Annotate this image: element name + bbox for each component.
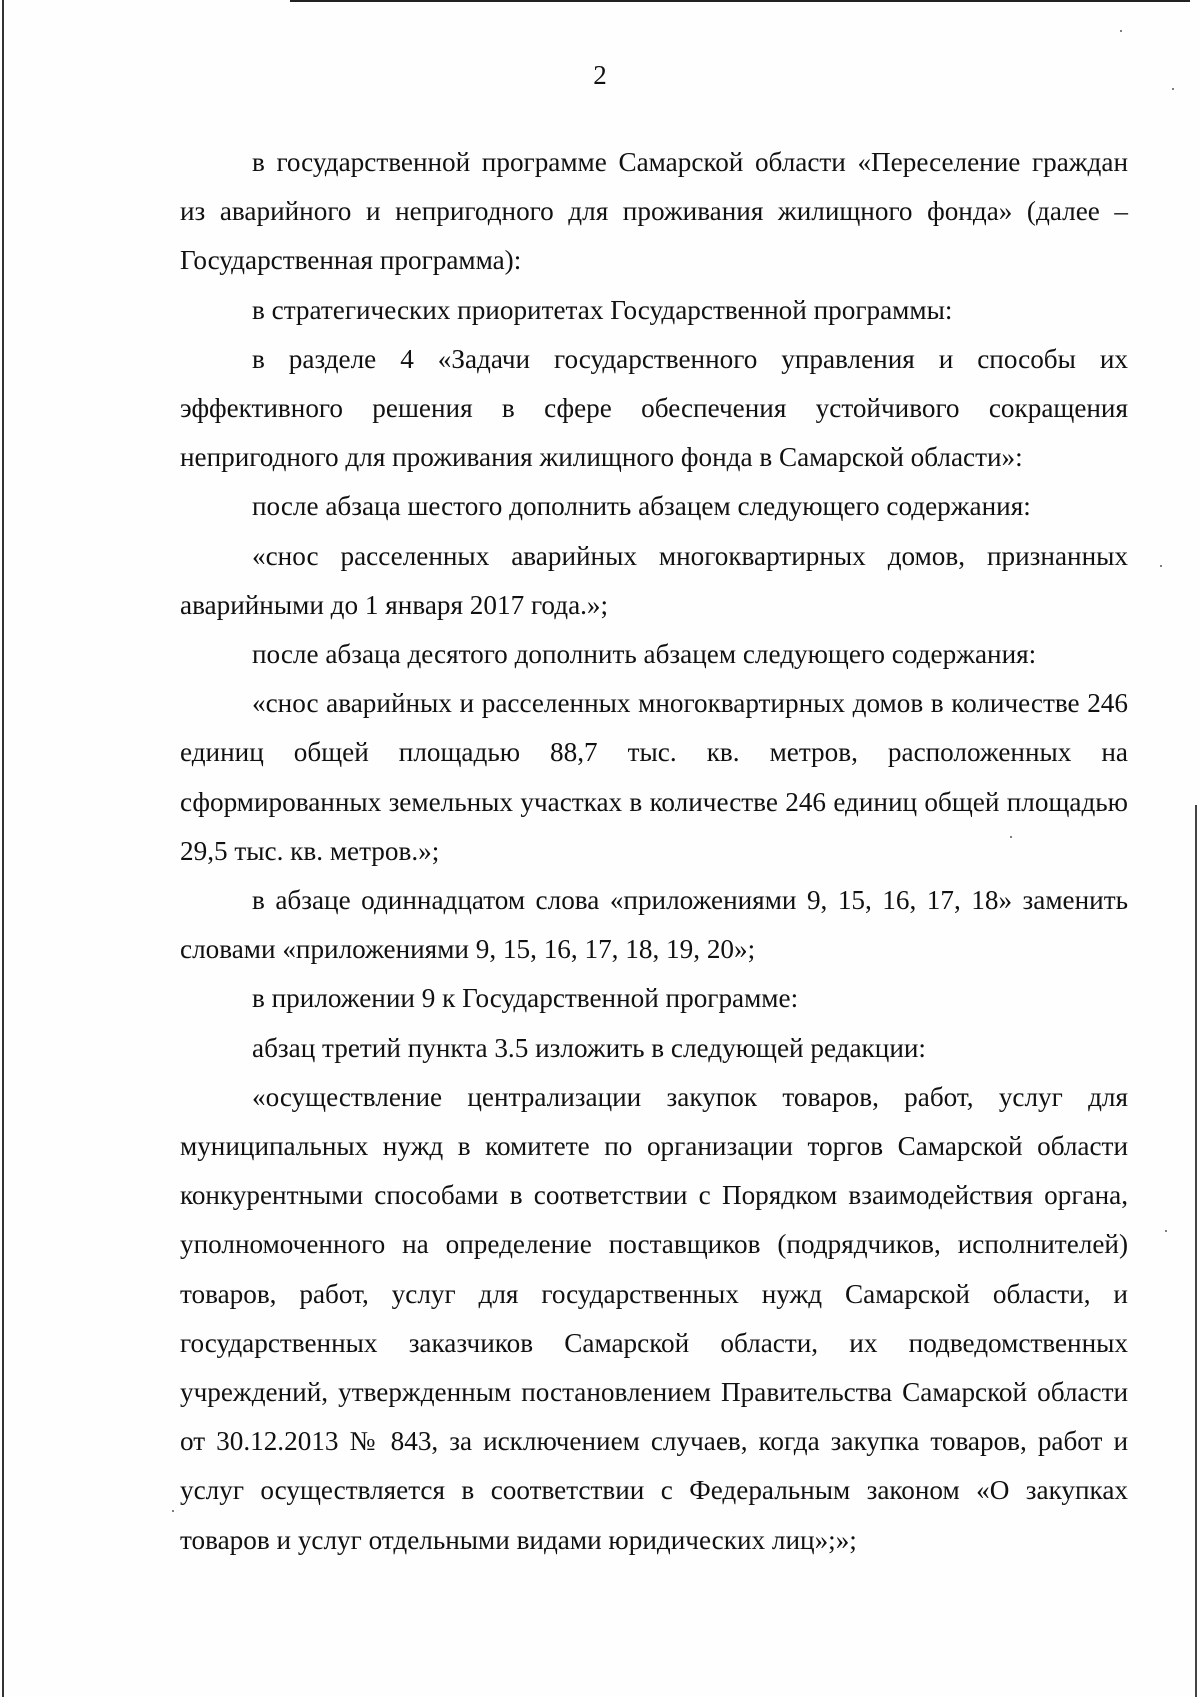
scan-speck <box>1160 565 1162 567</box>
paragraph: «снос аварийных и расселенных многоквартирных домов в количестве 246 единиц общей площадью 88,7 тыс. кв. метров, расположенных на сформированных земельных участках в количестве 246 единиц общей площадью 29,5 тыс. кв. метров.»; <box>180 688 1128 866</box>
document-body <box>180 138 1128 1565</box>
scan-speck <box>172 1510 174 1512</box>
paragraph: после абзаца десятого дополнить абзацем следующего содержания: <box>252 639 1037 670</box>
scan-right-edge <box>1195 805 1197 1697</box>
paragraph: в абзаце одиннадцатом слова «приложениями 9, 15, 16, 17, 18» заменить словами «приложениями 9, 15, 16, 17, 18, 19, 20»; <box>180 885 1128 965</box>
paragraph: «снос расселенных аварийных многоквартирных домов, признанных аварийными до 1 января 2017 года.»; <box>180 540 1128 620</box>
paragraph: в разделе 4 «Задачи государственного управления и способы их эффективного решения в сфере обеспечения устойчивого сокращения непригодного для проживания жилищного фонда в Самарской области»: <box>180 343 1128 473</box>
paragraph: абзац третий пункта 3.5 изложить в следующей редакции: <box>252 1032 926 1063</box>
paragraph: в стратегических приоритетах Государственной программы: <box>252 294 953 325</box>
paragraph: в государственной программе Самарской области «Переселение граждан из аварийного и непригодного для проживания жилищного фонда» (далее – Государственная программа): <box>180 147 1128 276</box>
paragraph: после абзаца шестого дополнить абзацем следующего содержания: <box>252 491 1031 522</box>
page-number: 2 <box>593 60 607 90</box>
paragraph: в приложении 9 к Государственной программе: <box>252 983 799 1014</box>
scan-speck <box>1120 30 1122 32</box>
scan-top-edge <box>290 0 1190 2</box>
scan-left-edge <box>2 0 4 1697</box>
scan-speck <box>1165 1230 1167 1232</box>
paragraph: «осуществление централизации закупок товаров, работ, услуг для муниципальных нужд в комитете по организации торгов Самарской области конкурентными способами в соответствии с Порядком взаимодействия органа, уполномоченного на определение поставщиков (подрядчиков, исполнителей) товаров, работ, услуг для государственных нужд Самарской области, и государственных заказчиков Самарской области, их подведомственных учреждений, утвержденным постановлением Правительства Самарской области от 30.12.2013 № 843, за исключением случаев, когда закупка товаров, работ и услуг осуществляется в соответствии с Федеральным законом «О закупках товаров и услуг отдельными видами юридических лиц»;»; <box>180 1081 1128 1555</box>
